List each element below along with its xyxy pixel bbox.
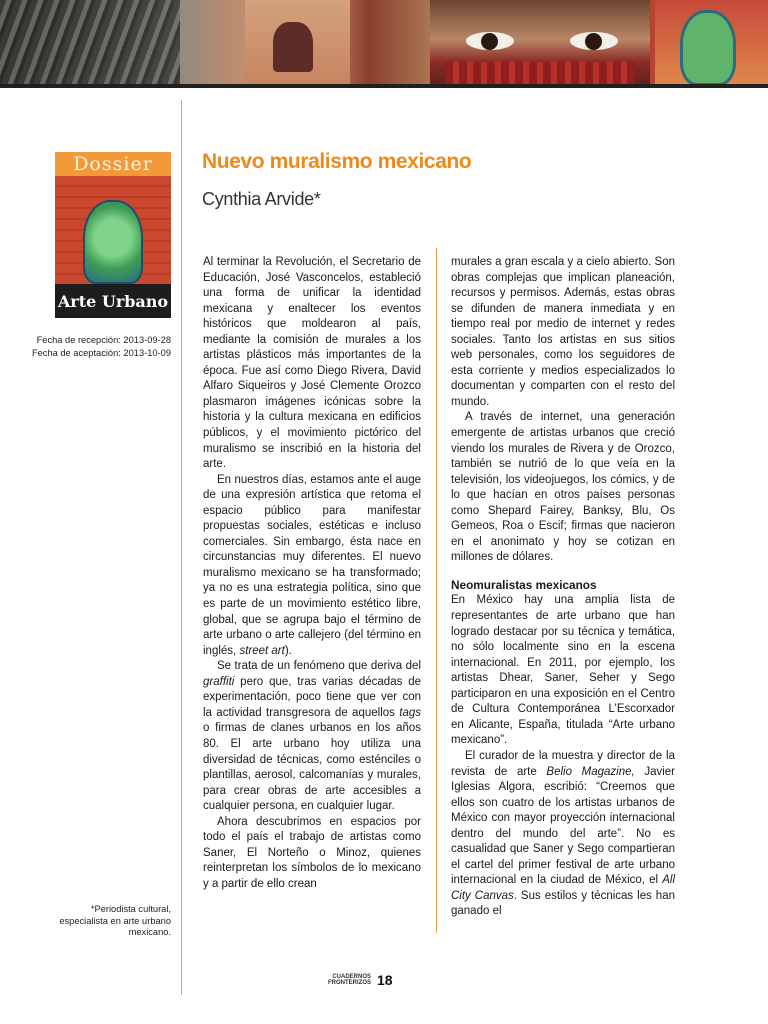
italic-term: Belio Magazine, — [546, 765, 635, 778]
paragraph: murales a gran escala y a cielo abierto. Son obras complejas que implican planeación, recursos y permisos. Además, estas obras se difunden de manera inmediata y en tiempo real por medio de internet y redes sociales. Tanto los artistas en sus sitios web personales, como los seguidores de esta corriente y medios especializados lo documentan y comparten con el resto del mundo. — [451, 256, 675, 408]
mural-figure-icon — [273, 22, 313, 72]
paragraph — [203, 659, 421, 814]
body-column-right — [451, 255, 675, 920]
body-column-left — [203, 255, 421, 892]
mural-panel-graffiti — [0, 0, 180, 88]
italic-term: tags — [399, 706, 421, 719]
column-divider — [436, 248, 437, 933]
text-run: Javier Iglesias Algora, escribió: “Creemos que ellos son cuatro de los artistas urbanos de México con mayor proyección internacional dentro del mundo del arte”. No es casualidad que Saner y Sego compartieran el cartel del primer festival de arte urbano internacional en la ciudad de México, el — [451, 765, 676, 887]
text-run: Se trata de un fenómeno que deriva del — [217, 660, 421, 673]
page-number: 18 — [377, 972, 393, 988]
section-heading: Neomuralistas mexicanos — [451, 577, 597, 592]
dossier-footer: Arte Urbano — [55, 284, 171, 318]
header-mural-banner — [0, 0, 768, 88]
author-footnote: *Periodista cultural, especialista en arte urbano mexicano. — [59, 904, 171, 937]
sidebar-divider — [181, 100, 182, 995]
paragraph: En México hay una amplia lista de representantes de arte urbano que han logrado destacar por su técnica y temática, no sólo localmente sino en la escena internacional. En 2011, por ejemplo, los artistas Dhear, Saner, Seher y Sego participaron en una exposición en el Centro de Cultura Contemporánea L’Escorxador en Alicante, España, titulada “Arte urbano mexicano”. — [451, 594, 675, 747]
italic-term: street art — [239, 644, 285, 657]
reception-date: Fecha de recepción: 2013-09-28 — [36, 335, 171, 345]
article-author: Cynthia Arvide* — [202, 189, 321, 209]
banner-divider — [0, 84, 768, 88]
journal-logo-line1: CUADERNOS — [332, 973, 371, 980]
page-footer — [328, 972, 393, 988]
italic-term: All City Canvas — [451, 874, 675, 902]
submission-dates — [30, 334, 171, 360]
text-run: pero que, tras varias décadas de experimentación, poco tiene que ver con la actividad transgresora de aquellos — [203, 675, 421, 719]
text-run: o firmas de clanes urbanos en los años 80. El arte urbano hoy utiliza una diversidad de técnicas, como esténciles o plantillas, aerosol, calcomanías y murales, para crear obras de arte accesibles a cualquier persona, en cualquier lugar. — [203, 722, 421, 813]
paragraph: A través de internet, una generación emergente de artistas urbanos que creció viendo los murales de Rivera y de Orozco, también se nutrió de lo que veía en la televisión, los videojuegos, los cómics, y de lo que hacían en otros países personas como Shepard Fairey, Banksy, Blu, Os Gemeos, Roa o Escif; firmas que nacieron en el anonimato y hoy se cotizan en millones de dólares. — [451, 411, 675, 564]
mural-face-icon — [680, 10, 736, 86]
paragraph: Al terminar la Revolución, el Secretario de Educación, José Vasconcelos, estableció una forma de unificar la identidad mexicana y enaltecer los eventos históricos que moldearon al país, mediante la comisión de murales a los artistas plásticos más importantes de la época. Fue así como Diego Rivera, David Alfaro Siqueiros y José Clemente Orozco plasmaron imágenes icónicas sobre la historia y la cultura mexicana en edificios públicos, y el movimiento pictórico del muralismo se inscribió en la historia del arte. — [203, 256, 421, 471]
mural-panel-portrait — [655, 0, 768, 88]
mural-eye-right — [570, 32, 618, 50]
journal-logo-line2: FRONTERIZOS — [328, 980, 371, 986]
text-run: ). — [284, 644, 292, 657]
journal-logo — [328, 974, 371, 987]
acceptance-date: Fecha de aceptación: 2013-10-09 — [31, 348, 171, 358]
text-run: En nuestros días, estamos ante el auge de una expresión artística que retoma el espacio público para manifestar propuestas sociales, estéticas e incluso comerciales. Sin embargo, ésta nace en circunstancias muy diferentes. El nuevo muralismo mexicano se ha transformado; ya no es una estrategia política, sino que es parte de un movimiento estético libre, global, que se agrupa bajo el término de arte urbano o arte callejero (del término en inglés, — [203, 473, 421, 657]
dossier-badge — [55, 152, 171, 318]
paragraph — [451, 749, 675, 920]
article-title: Nuevo muralismo mexicano — [202, 150, 472, 173]
paragraph: Ahora descubrimos en espacios por todo el país el trabajo de artistas como Saner, El Norteño o Minoz, quienes reinterpretan los símbolos de lo mexicano y a partir de ello crean — [203, 815, 421, 890]
text-run: El curador de la muestra y director de la revista de arte — [451, 749, 675, 778]
mural-panel-figure — [245, 0, 350, 88]
dossier-header: Dossier — [55, 152, 171, 176]
paragraph — [203, 473, 421, 660]
text-run: . Sus estilos y técnicas les han ganado el — [451, 889, 675, 918]
mural-eye-left — [466, 32, 514, 50]
italic-term: graffiti — [203, 675, 235, 688]
dossier-portrait-icon — [83, 200, 143, 284]
